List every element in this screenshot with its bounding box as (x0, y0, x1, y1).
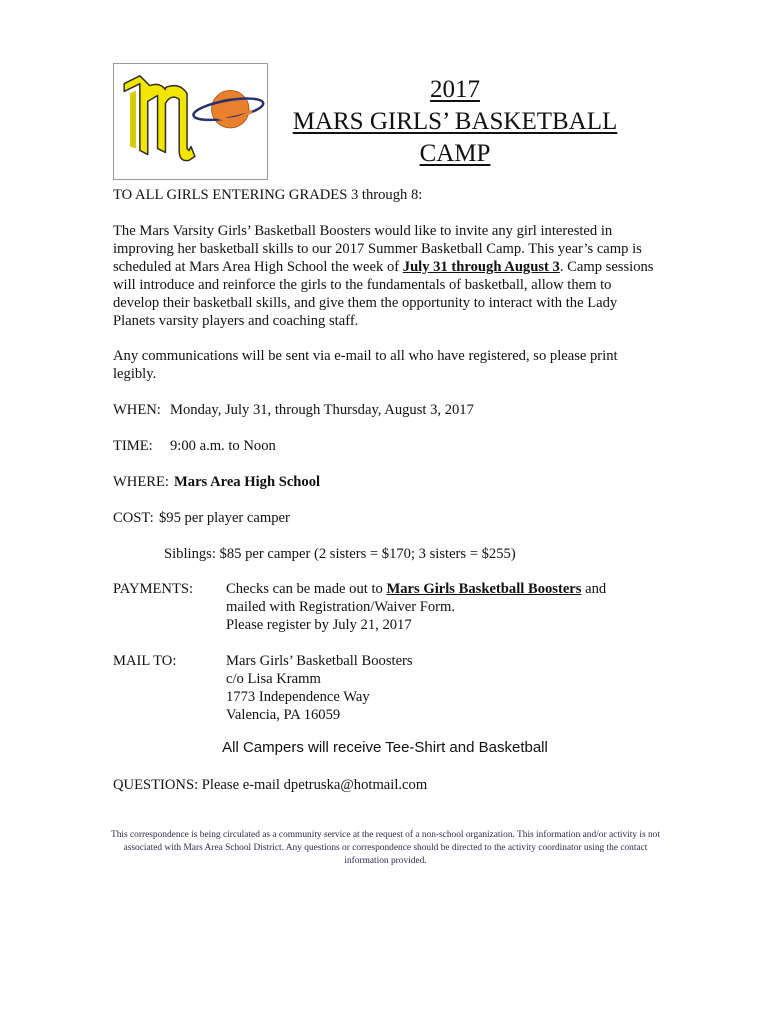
mars-m-planet-logo-icon (114, 64, 267, 179)
intro-heading: TO ALL GIRLS ENTERING GRADES 3 through 8: (113, 187, 423, 203)
siblings-row (164, 545, 709, 563)
address-line: Valencia, PA 16059 (226, 707, 341, 723)
mars-logo (113, 63, 268, 180)
title-year: 2017 (430, 76, 480, 103)
cost-label: COST: (113, 510, 154, 526)
camp-dates: July 31 through August 3 (402, 259, 560, 275)
mail-to-label: MAIL TO: (113, 653, 177, 669)
invitation-text-start: The Mars Varsity Girls’ Basketball Boosters would like to invite any girl interested in improving her basketball skills to our 2017 Summer Basketball Camp. This year’s camp is scheduled at Mars Area High School the week of (113, 223, 642, 275)
communications-paragraph: Any communications will be sent via e-mail to all who have registered, so please print legibly. (113, 348, 618, 382)
payments-label: PAYMENTS: (113, 581, 194, 597)
payments-line-1 (226, 580, 666, 598)
mailing-address (226, 652, 666, 724)
page-title (270, 74, 640, 170)
where-value: Mars Area High School (174, 474, 321, 490)
when-label: WHEN: (113, 402, 161, 418)
questions-row (113, 776, 658, 794)
questions-text: QUESTIONS: Please e-mail dpetruska@hotmail.com (113, 777, 428, 793)
payments-line-2: mailed with Registration/Waiver Form. (226, 599, 456, 615)
payments-details (226, 580, 666, 634)
payments-line-3: Please register by July 21, 2017 (226, 617, 412, 633)
title-camp: CAMP (419, 140, 491, 167)
payments-line-1-end: and (581, 581, 607, 597)
time-label: TIME: (113, 438, 153, 454)
payee-name: Mars Girls Basketball Boosters (386, 581, 582, 597)
campers-note: All Campers will receive Tee-Shirt and Basketball (222, 739, 548, 756)
invitation-text-end: . Camp sessions will introduce and reinforce the girls to the fundamentals of basketball, allow them to develop their basketball skills, and give them the opportunity to interact with the Lady Planets varsity players and coaching staff. (113, 259, 654, 329)
disclaimer-footnote: This correspondence is being circulated as a community service at the request of a non-school organization. This information and/or activity is not associated with Mars Area School District. Any questions or correspondence should be directed to the activity coordinator using the contact information provided. (111, 830, 660, 866)
invitation-paragraph (113, 222, 658, 330)
cost-value: $95 per player camper (159, 510, 290, 526)
title-main: MARS GIRLS’ BASKETBALL (292, 108, 618, 135)
time-value: 9:00 a.m. to Noon (170, 438, 276, 454)
when-value: Monday, July 31, through Thursday, August 3, 2017 (170, 402, 474, 418)
address-line: Mars Girls’ Basketball Boosters (226, 653, 413, 669)
address-line: c/o Lisa Kramm (226, 671, 321, 687)
address-line: 1773 Independence Way (226, 689, 370, 705)
where-label: WHERE: (113, 474, 169, 490)
payments-line-1-start: Checks can be made out to (226, 581, 387, 597)
siblings-text: Siblings: $85 per camper (2 sisters = $170; 3 sisters = $255) (164, 546, 516, 562)
